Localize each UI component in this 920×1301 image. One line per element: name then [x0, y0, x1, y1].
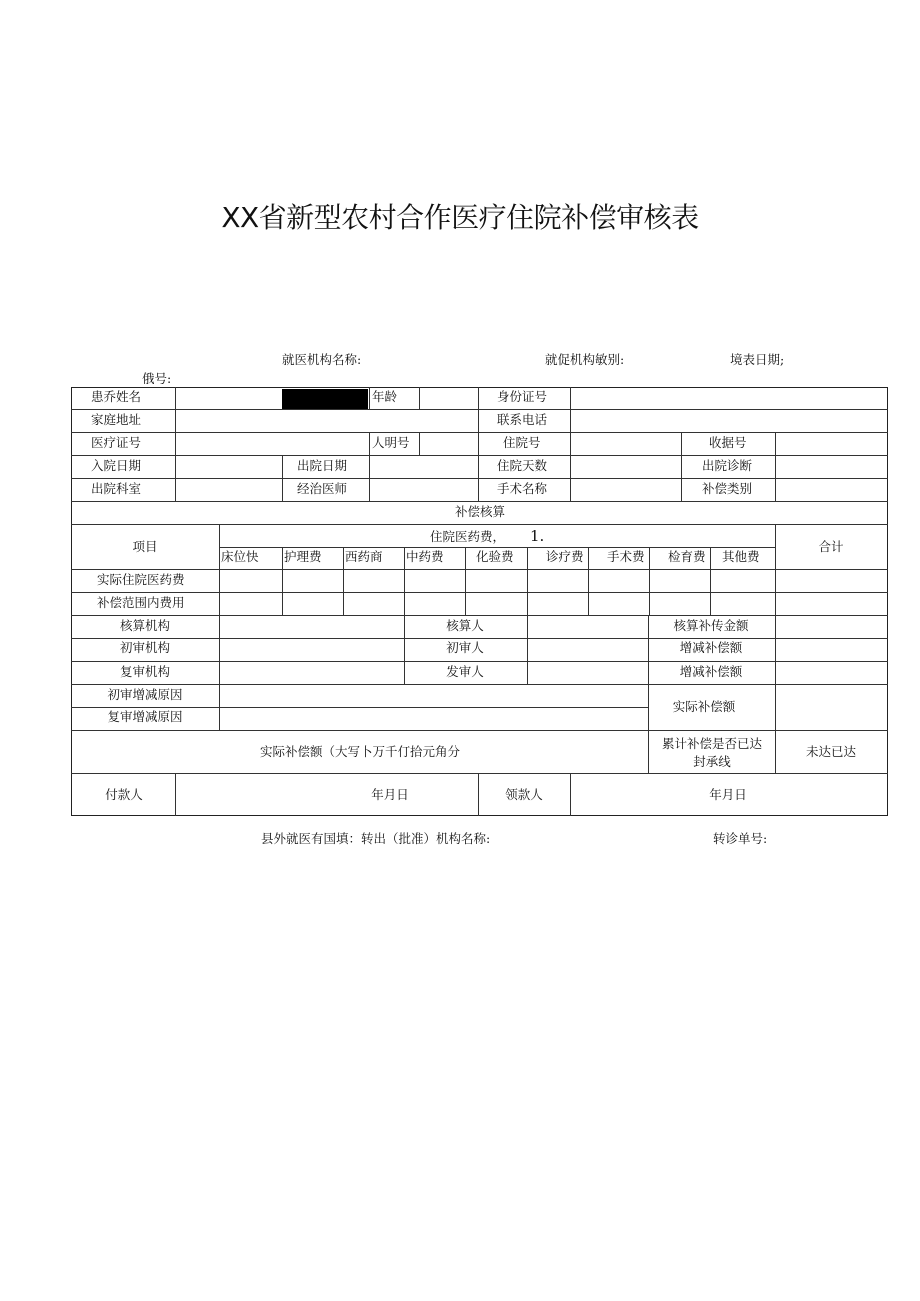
col-line: [710, 547, 711, 615]
audit-form-table: [71, 387, 888, 816]
compensation-type-label: 补偿类别: [702, 481, 753, 496]
col-line: [369, 455, 370, 501]
row-line: [71, 615, 888, 616]
actual-fee-row-label: 实际住院医药费: [97, 572, 185, 587]
calc-amount-label: 核算补传金额: [673, 618, 749, 633]
col-line: [649, 547, 650, 615]
transfer-number-label: 转诊单号:: [713, 831, 768, 846]
category-treatment: 诊疗费: [546, 549, 584, 564]
category-other: 其他费: [722, 549, 760, 564]
category-exam: 检育费: [668, 549, 706, 564]
row-line: [71, 684, 888, 685]
people-number-label: 人明号: [372, 435, 410, 450]
col-line: [775, 432, 776, 501]
col-line: [478, 773, 479, 816]
doctor-label: 经治医师: [297, 481, 348, 496]
hospital-fee-mark: 1.: [530, 527, 545, 545]
category-surgery: 手术费: [607, 549, 645, 564]
patient-name-label: 患乔姓名: [91, 389, 142, 404]
surgery-name-label: 手术名称: [497, 481, 548, 496]
row-line: [71, 409, 888, 410]
row-line: [71, 478, 888, 479]
col-line: [175, 387, 176, 501]
col-line: [369, 432, 370, 455]
calc-person-label: 核算人: [446, 618, 484, 633]
category-bed: 床位快: [221, 549, 259, 564]
first-reason-label: 初审增减原因: [107, 687, 183, 702]
calc-org-label: 核算机构: [119, 618, 171, 633]
row-line: [71, 592, 888, 593]
calc-section-heading: 补偿核算: [454, 504, 506, 519]
col-line: [282, 455, 283, 501]
reached-status-label: 未达已达: [805, 744, 857, 759]
address-label: 家庭地址: [91, 412, 142, 427]
institution-level-label: 就促机构敏别:: [545, 352, 625, 367]
row-line: [219, 547, 775, 548]
hospital-fee-header: 住院医药费，: [430, 529, 506, 544]
row-line: [71, 730, 888, 731]
cumulative-line2: 封承线: [693, 754, 731, 769]
row-line: [71, 707, 648, 708]
second-adjust-label: 增减补偿额: [679, 664, 743, 679]
col-line: [478, 387, 479, 501]
second-person-label: 发审人: [446, 664, 484, 679]
row-line: [71, 773, 888, 774]
col-line: [570, 773, 571, 816]
admission-date-label: 入院日期: [91, 458, 142, 473]
total-header: 合计: [818, 539, 844, 554]
col-line: [219, 524, 220, 730]
row-line: [71, 524, 888, 525]
row-line: [71, 432, 888, 433]
row-line: [71, 501, 888, 502]
receiver-date-label: 年月日: [709, 787, 747, 802]
col-line: [648, 615, 649, 773]
discharge-diagnosis-label: 出院诊断: [702, 458, 753, 473]
first-adjust-label: 增减补偿额: [679, 640, 743, 655]
scope-fee-row-label: 补偿范围内费用: [97, 595, 185, 610]
row-line: [71, 569, 888, 570]
institution-name-label: 就医机构名称:: [282, 352, 362, 367]
phone-label: 联系电话: [497, 412, 548, 427]
col-line: [465, 547, 466, 615]
category-western-med: 西药商: [345, 549, 383, 564]
item-header: 项目: [132, 539, 158, 554]
col-line: [404, 547, 405, 615]
col-line: [419, 432, 420, 455]
actual-compensation-upper-label: 实际补偿额（大写卜万千仃拾元角分: [259, 744, 461, 759]
id-number-label: 身份证号: [497, 389, 548, 404]
col-line: [282, 547, 283, 615]
col-line: [681, 432, 682, 501]
col-line: [775, 524, 776, 615]
category-chinese-med: 中药费: [406, 549, 444, 564]
first-org-label: 初审机构: [119, 640, 171, 655]
fill-date-label: 境表日期;: [730, 352, 785, 367]
second-org-label: 复审机构: [119, 664, 171, 679]
col-line: [175, 773, 176, 816]
department-label: 出院科室: [91, 481, 142, 496]
row-line: [71, 638, 888, 639]
redacted-patient-name: [282, 389, 368, 409]
form-number-label: 俄号:: [142, 371, 172, 386]
col-line: [343, 547, 344, 615]
hospital-number-label: 住院号: [503, 435, 541, 450]
discharge-date-label: 出院日期: [297, 458, 348, 473]
actual-compensation-label: 实际补偿额: [672, 699, 736, 714]
out-county-note: 县外就医有国填：转出（批准）机构名称:: [261, 831, 491, 846]
col-line: [419, 387, 420, 409]
category-nursing: 护理费: [284, 549, 322, 564]
age-label: 年龄: [372, 389, 398, 404]
second-reason-label: 复审增减原因: [107, 709, 183, 724]
medical-card-label: 医疗证号: [91, 435, 142, 450]
col-line: [369, 387, 370, 409]
first-person-label: 初审人: [446, 640, 484, 655]
row-line: [71, 455, 888, 456]
receiver-label: 领款人: [505, 787, 543, 802]
payer-date-label: 年月日: [371, 787, 409, 802]
row-line: [71, 661, 888, 662]
col-line: [775, 615, 776, 773]
col-line: [527, 615, 528, 684]
form-title: XX省新型农村合作医疗住院补偿审核表: [221, 201, 699, 234]
stay-days-label: 住院天数: [497, 458, 548, 473]
col-line: [527, 547, 528, 615]
category-lab: 化验费: [476, 549, 514, 564]
col-line: [570, 387, 571, 501]
col-line: [404, 615, 405, 684]
cumulative-line1: 累计补偿是否已达: [661, 736, 763, 751]
col-line: [588, 547, 589, 615]
payer-label: 付款人: [105, 787, 143, 802]
receipt-number-label: 收据号: [709, 435, 747, 450]
